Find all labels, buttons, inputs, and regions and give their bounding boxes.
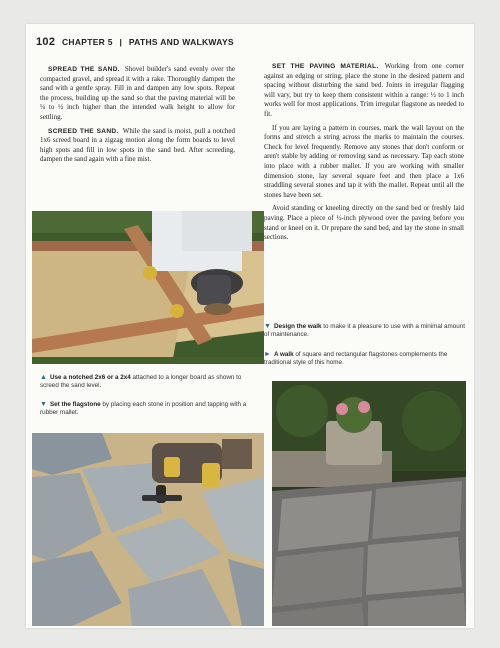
caption-body: of square and rectangular flagstones complements the traditional style of this home.: [264, 351, 448, 367]
caption-body: attached to a longer board as shown to screed the sand level.: [40, 374, 242, 390]
photo-screeding-sand: [32, 211, 264, 364]
section-title: PATHS AND WALKWAYS: [128, 37, 234, 47]
header-separator: |: [119, 37, 123, 47]
walk-illustration: [272, 381, 466, 626]
caption-lead: Set the flagstone: [49, 401, 101, 408]
up-arrow-icon: ▲: [40, 374, 47, 381]
caption-walk-style: [264, 351, 466, 368]
down-arrow-icon: ▼: [264, 323, 271, 330]
caption-set-flagstone: [40, 401, 260, 418]
down-arrow-icon: ▼: [40, 401, 47, 408]
paragraph-avoid-standing: Avoid standing or kneeling directly on the sand bed or freshly laid paving. Place a piece of ½-inch plywood over the paving before you stand or kneel on it. Or prepare the sand bed, and lay the stone in small sections.: [264, 204, 464, 242]
step-body: Working from one corner against an edging or string, place the stone in the desired pattern and spacing without disturbing the sand bed. Joints in irregular flagging will vary, but try to keep them consistent within a range: ½ to 1 inch works well for most applications. Trim irregular flagstone as needed to fit.: [264, 62, 464, 118]
chapter-label: CHAPTER 5: [61, 37, 113, 47]
step-heading: SET THE PAVING MATERIAL.: [272, 63, 379, 70]
screeding-illustration: [32, 211, 264, 364]
paragraph-spread-sand: [40, 65, 235, 123]
caption-lead: A walk: [273, 351, 294, 358]
photo-setting-flagstone: [32, 433, 264, 626]
caption-body: to make it a pleasure to use with a minimal amount of maintenance.: [264, 323, 466, 339]
book-page: [26, 24, 474, 628]
paragraph-courses: If you are laying a pattern in courses, mark the wall layout on the forms and stretch a string across the marks to maintain the courses. Check for level frequently. Remove any stones that don't conform or aren't stable by adding or removing sand as necessary. Tap each stone into place with a rubber mallet. If you are working with smaller dimension stone, lay several square feet and then place a 1x6 straddling several stones and tap it with the mallet. Repeat until all the stones have been set.: [264, 123, 464, 199]
paragraph-set-paving: [264, 62, 464, 120]
flagstone-illustration: [32, 433, 264, 626]
caption-lead: Design the walk: [273, 323, 322, 330]
caption-screed: [40, 374, 260, 391]
photo-flagstone-walk: [272, 381, 466, 626]
step-body: While the sand is moist, pull a notched 1x6 screed board in a zigzag motion along the form boards to level high spots and fill in low spots in the sand bed. After screeding, dampen the sand again with a fine mist.: [40, 126, 235, 164]
step-heading: SPREAD THE SAND.: [48, 66, 120, 73]
right-arrow-icon: ►: [264, 351, 271, 358]
left-column-text: [40, 65, 235, 169]
step-heading: SCREED THE SAND.: [48, 127, 119, 135]
page-number: 102: [36, 36, 56, 48]
caption-lead: Use a notched 2x6 or a 2x4: [49, 374, 131, 381]
caption-body: by placing each stone in position and tapping with a rubber mallet.: [40, 401, 247, 417]
right-column-text: [264, 62, 464, 247]
running-head: [36, 36, 234, 48]
paragraph-screed-sand: [40, 127, 235, 165]
step-body: Shovel builder's sand evenly over the compacted gravel, and spread it with a rake. Thoroughly dampen the sand with a gentle spray. Fill in and dampen any low spots. Repeat the process, building up the sand so that the paving material will be ¼ to ½ inch higher than the intended walk height to allow for settling.: [40, 65, 235, 121]
caption-design-walk: [264, 323, 466, 340]
